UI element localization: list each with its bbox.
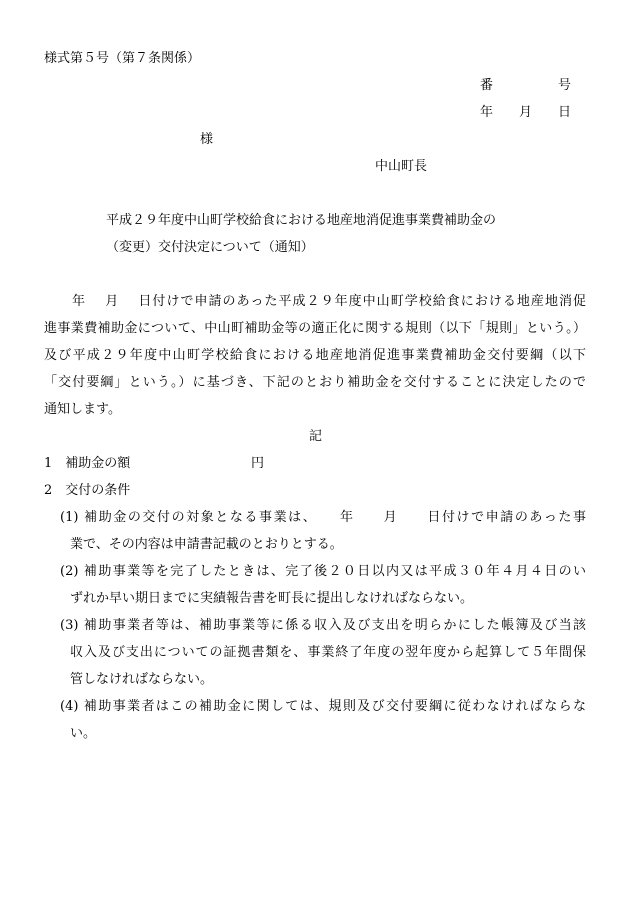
document-number: 番 号: [480, 78, 572, 93]
title-line-2: （変更）交付決定について（通知）: [106, 240, 314, 255]
condition-line: (3) 補助事業者等は、補助事業等に係る収入及び支出を明らかにした帳簿及び当該: [60, 618, 586, 633]
ki-heading: 記: [309, 429, 323, 444]
item-1-unit: 円: [251, 456, 265, 471]
condition-line: (1) 補助金の交付の対象となる事業は、 年 月 日付けで申請のあった事: [60, 510, 586, 525]
body-line: 進事業費補助金について、中山町補助金等の適正化に関する規則（以下「規則」という。）: [44, 321, 586, 336]
condition-line: い。: [70, 726, 97, 741]
condition-line: (2) 補助事業等を完了したときは、完了後２０日以内又は平成３０年４月４日のい: [60, 564, 586, 579]
condition-line: 業で、その内容は申請書記載のとおりとする。: [70, 537, 343, 552]
addressee-line: 様: [200, 132, 214, 147]
condition-line: ずれか早い期日までに実績報告書を町長に提出しなければならない。: [70, 591, 474, 606]
document-date: 年 月 日: [480, 105, 572, 120]
form-label: 様式第５号（第７条関係）: [44, 51, 201, 66]
body-line: 年 月 日付けで申請のあった平成２９年度中山町学校給食における地産地消促: [72, 294, 586, 309]
body-line: 通知します。: [44, 402, 121, 417]
item-2-label: 2 交付の条件: [44, 483, 131, 498]
condition-line: (4) 補助事業者はこの補助金に関しては、規則及び交付要綱に従わなければならな: [60, 699, 586, 714]
title-line-1: 平成２９年度中山町学校給食における地産地消促進事業費補助金の: [106, 213, 497, 228]
issuer-name: 中山町長: [375, 159, 428, 174]
item-1-label: 1 補助金の額: [44, 456, 131, 471]
condition-line: 収入及び支出についての証拠書類を、事業終了年度の翌年度から起算して５年間保: [70, 645, 586, 660]
body-line: 「交付要綱」という。）に基づき、下記のとおり補助金を交付することに決定したので: [44, 375, 586, 390]
condition-line: 管しなければならない。: [70, 672, 214, 687]
body-line: 及び平成２９年度中山町学校給食における地産地消促進事業費補助金交付要綱（以下: [44, 348, 586, 363]
